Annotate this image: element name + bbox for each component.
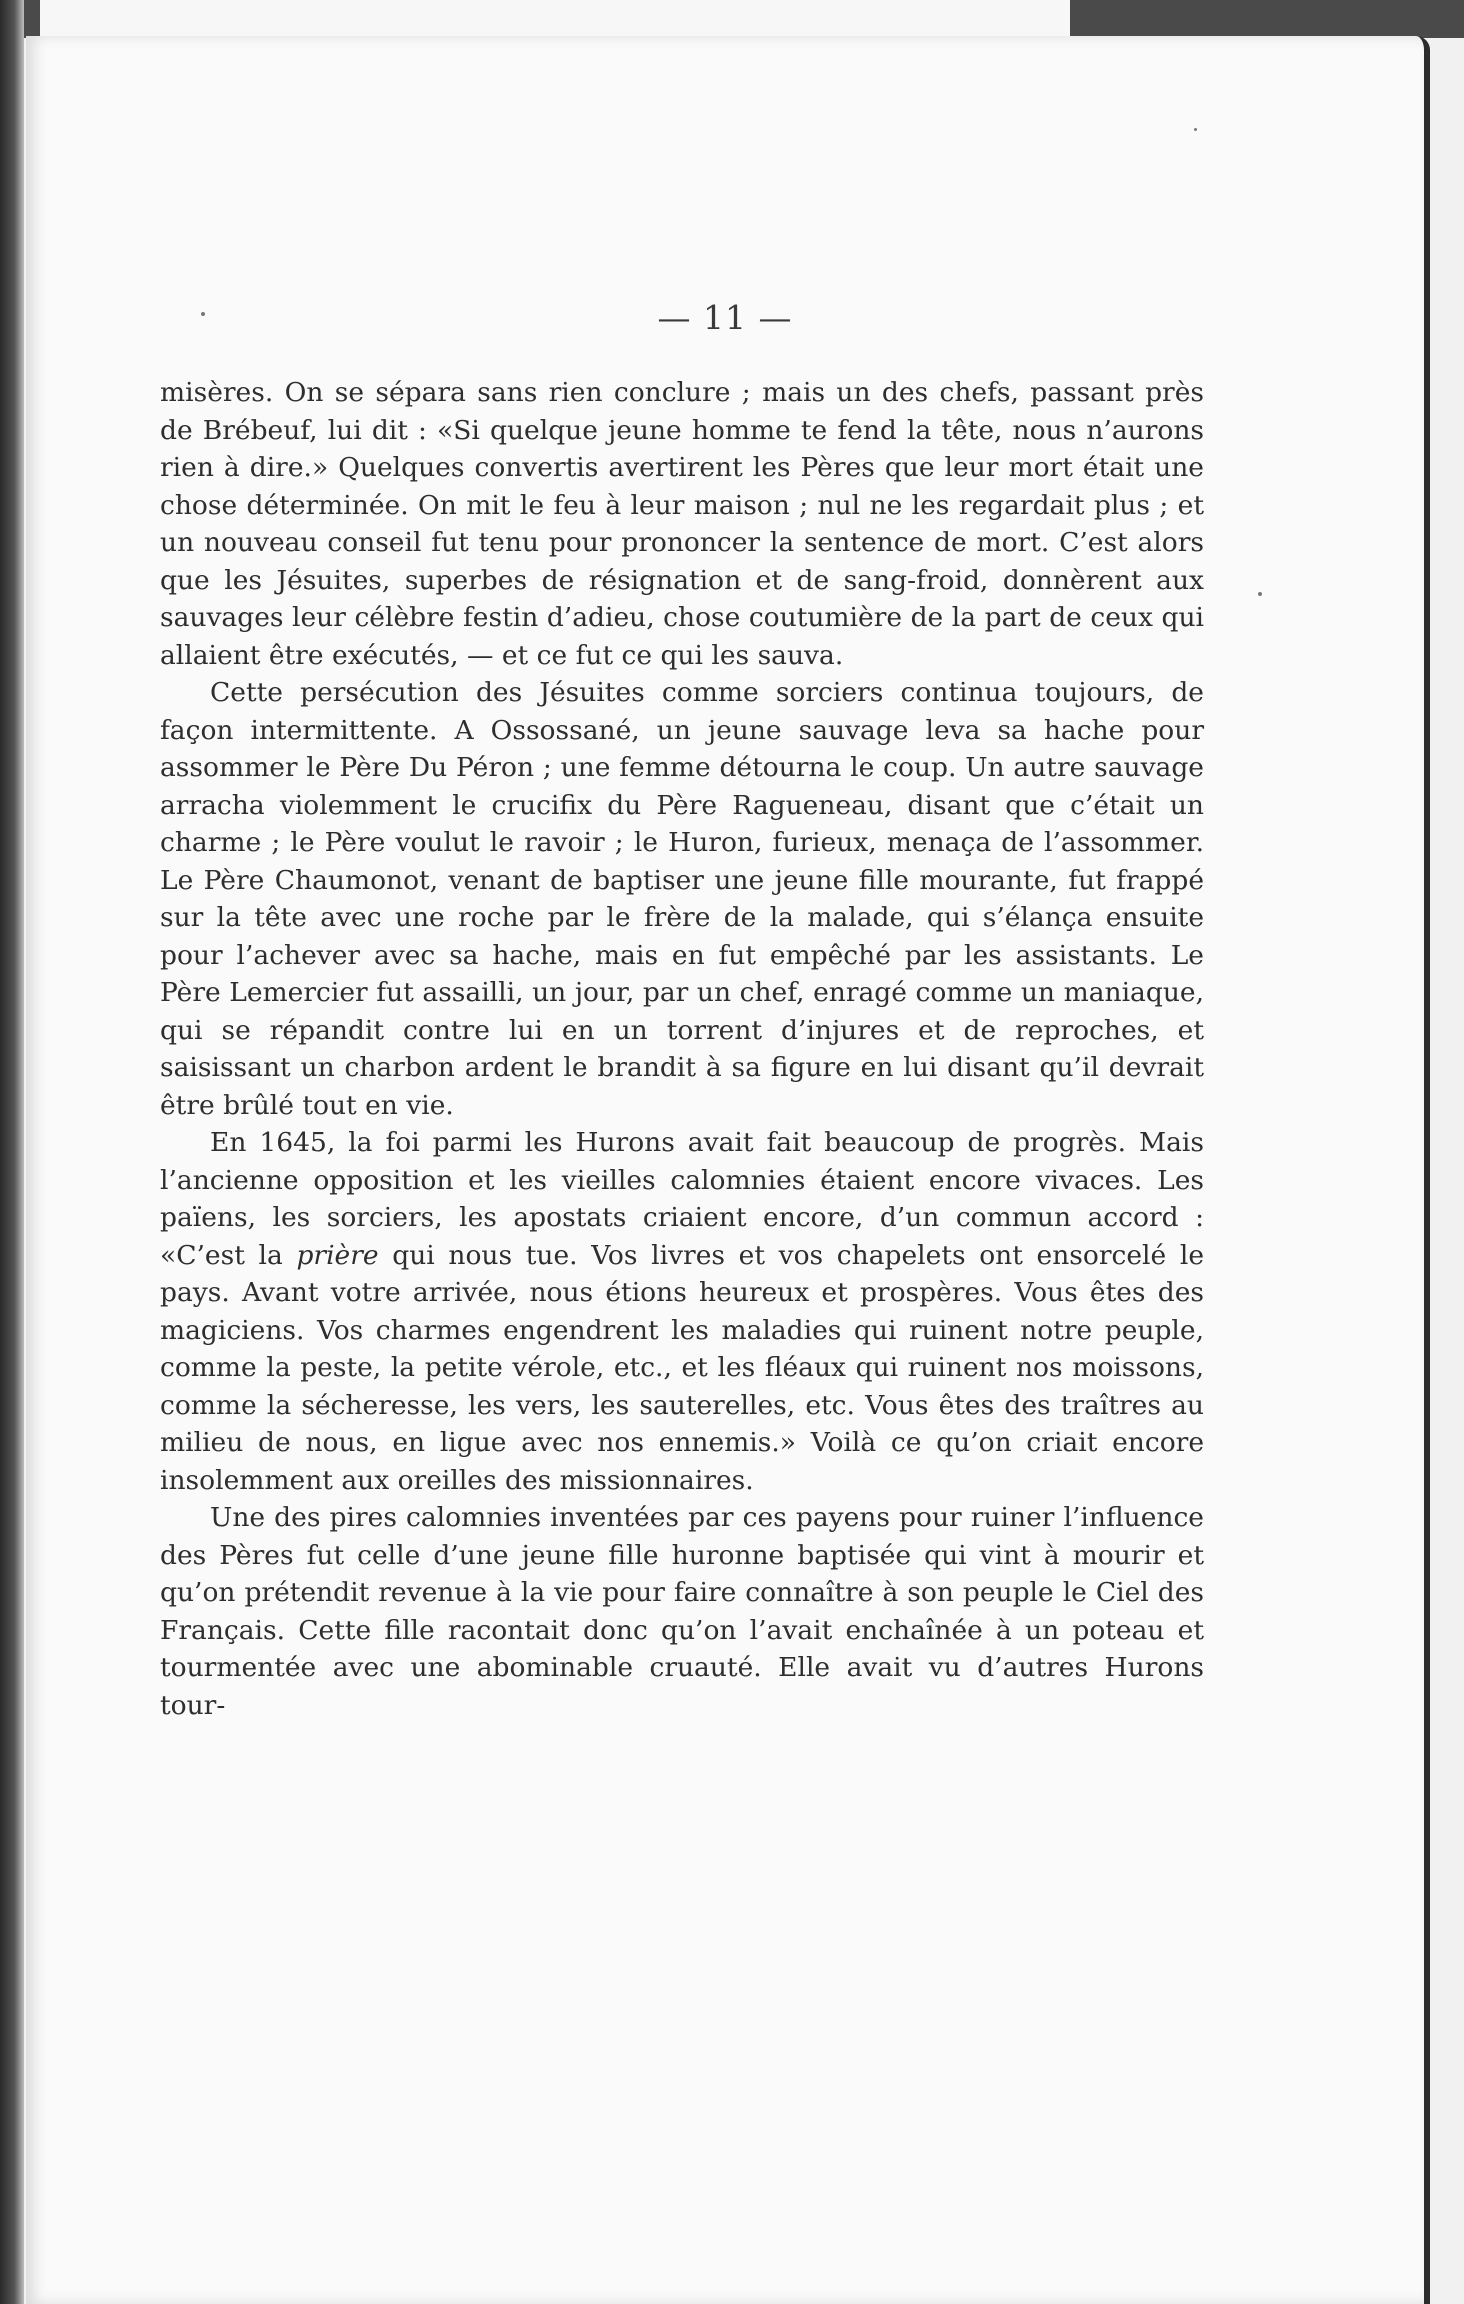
paragraph-4: Une des pires calomnies inventées par ces payens pour ruiner l’influence des Pères fut celle d’une jeune fille huronne baptisée qui vint à mourir et qu’on prétendit revenue à la vie pour faire connaître à son peuple le Ciel des Français. Cette fille racontait donc qu’on l’avait enchaînée à un poteau et tourmentée avec une abominable cruauté. Elle avait vu d’autres Hurons tour- bbox=[160, 1502, 1204, 1721]
paragraph-3 bbox=[160, 1124, 1204, 1499]
book-page bbox=[26, 36, 1430, 2304]
paragraph-1: misères. On se sépara sans rien conclure ; mais un des chefs, passant près de Brébeuf, lui dit : «Si quelque jeune homme te fend la tête, nous n’aurons rien à dire.» Quelques convertis avertirent les Pères que leur mort était une chose déterminée. On mit le feu à leur maison ; nul ne les regardait plus ; et un nouveau conseil fut tenu pour prononcer la sentence de mort. C’est alors que les Jésuites, superbes de résignation et de sang-froid, donnèrent aux sauvages leur célèbre festin d’adieu, chose coutumière de la part de ceux qui allaient être exécutés, — et ce fut ce qui les sauva. bbox=[160, 377, 1204, 671]
paragraph-3-text-before: En 1645, la foi parmi les Hurons avait fait beaucoup de progrès. Mais l’ancienne opposition et les vieilles calomnies étaient encore vivaces. Les païens, les sorciers, les apostats criaient encore, d’un commun accord : «C’est la bbox=[160, 1127, 1204, 1271]
page-number: — 11 — bbox=[657, 298, 793, 337]
scan-speck bbox=[1258, 592, 1262, 596]
scan-speck bbox=[1194, 128, 1197, 131]
paragraph-3-emphasis: prière bbox=[296, 1239, 379, 1271]
paragraph-3-text-after: qui nous tue. Vos livres et vos chapelets ont ensorcelé le pays. Avant votre arrivée, nous étions heureux et prospères. Vous êtes des magiciens. Vos charmes engendrent les maladies qui ruinent notre peuple, comme la peste, la petite vérole, etc., et les fléaux qui ruinent nos moissons, comme la sécheresse, les vers, les sauterelles, etc. Vous êtes des traîtres au milieu de nous, en ligue avec nos ennemis.» Voilà ce qu’on criait encore insolemment aux oreilles des missionnaires. bbox=[160, 1239, 1205, 1496]
scan-speck bbox=[201, 312, 205, 316]
scan-binding-edge bbox=[0, 0, 24, 2304]
paragraph-2: Cette persécution des Jésuites comme sorciers continua toujours, de façon intermittente. A Ossossané, un jeune sauvage leva sa hache pour assommer le Père Du Péron ; une femme détourna le coup. Un autre sauvage arracha violemment le crucifix du Père Ragueneau, disant que c’était un charme ; le Père voulut le ravoir ; le Huron, furieux, menaça de l’assommer. Le Père Chaumonot, venant de baptiser une jeune fille mourante, fut frappé sur la tête avec une roche par le frère de la malade, qui s’élança ensuite pour l’achever avec sa hache, mais en fut empêché par les assistants. Le Père Lemercier fut assailli, un jour, par un chef, enragé comme un maniaque, qui se répandit contre lui en un torrent d’injures et de reproches, et saisissant un charbon ardent le brandit à sa figure en lui disant qu’il devrait être brûlé tout en vie. bbox=[160, 677, 1204, 1121]
body-text bbox=[160, 374, 1204, 1724]
